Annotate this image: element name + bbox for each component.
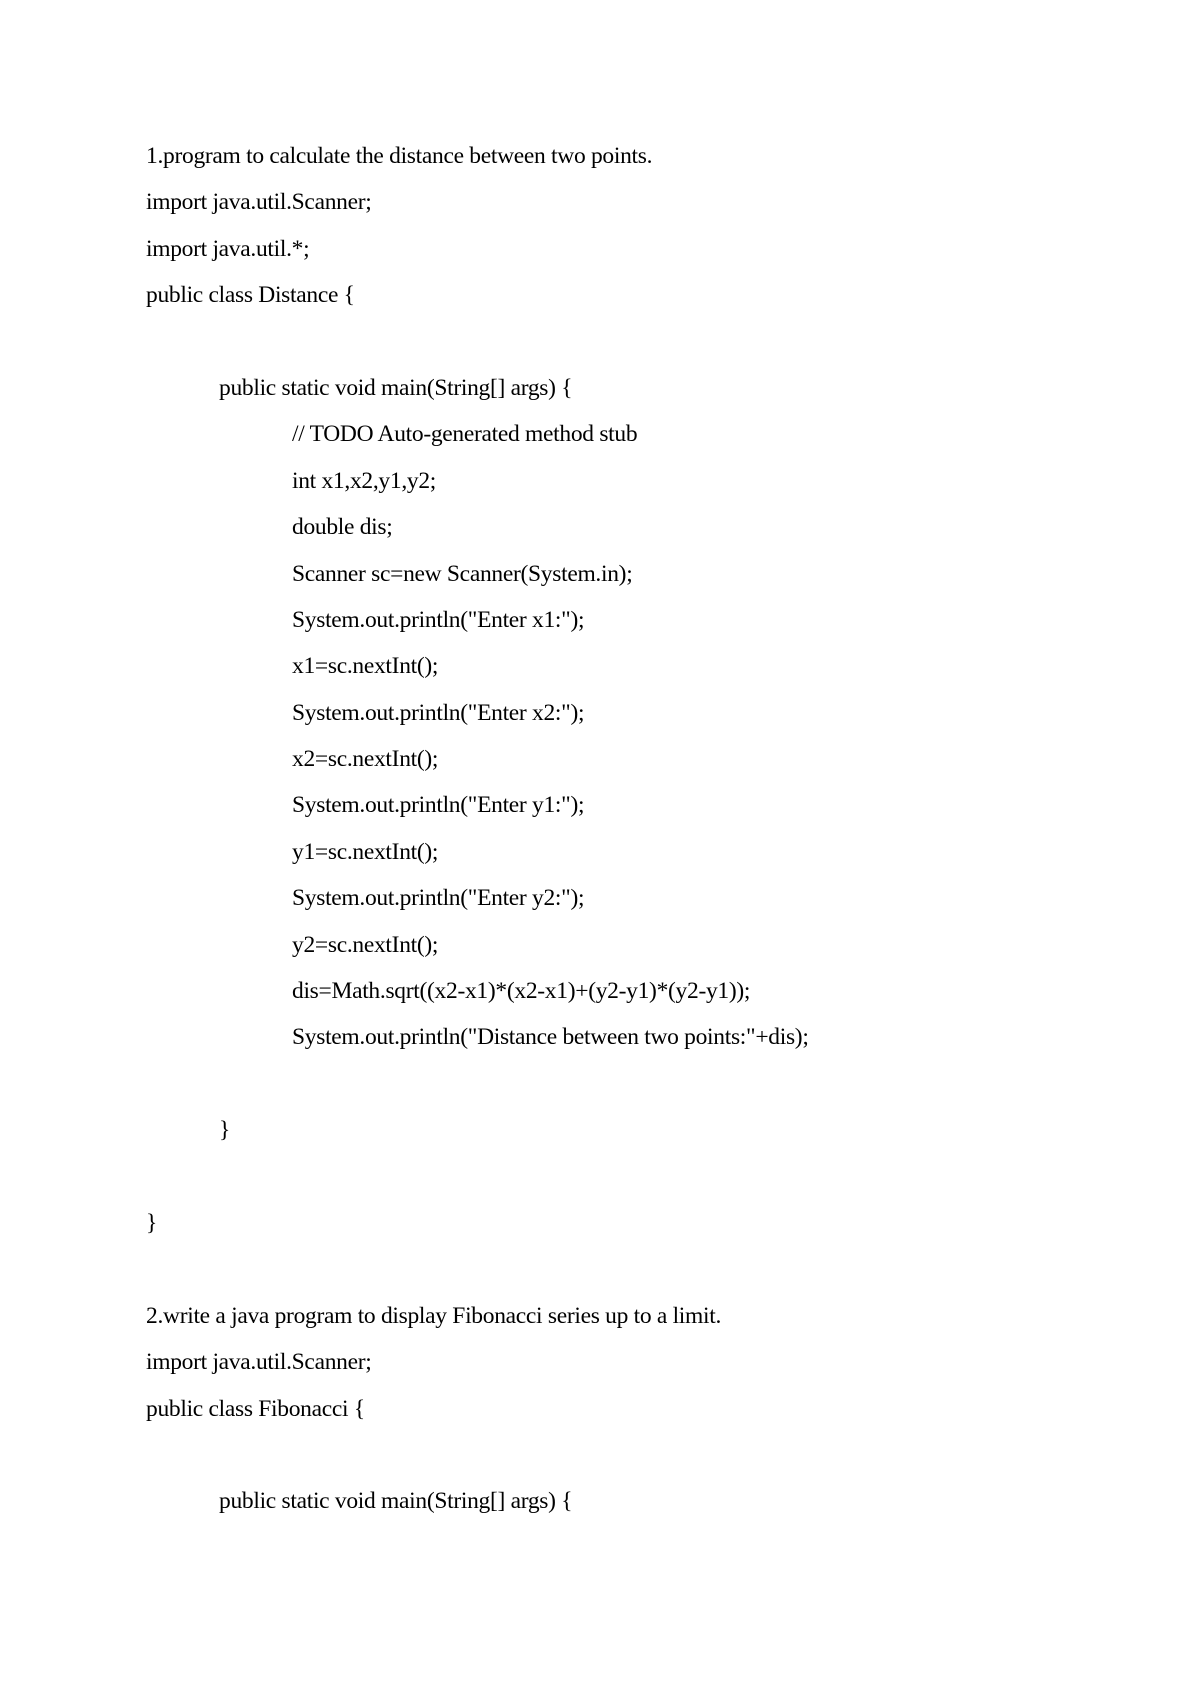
blank-line [146,1442,1146,1488]
code-line: System.out.println("Enter x2:"); [292,699,585,726]
code-line: x1=sc.nextInt(); [292,653,439,680]
section-1-heading: 1.program to calculate the distance between two points. [146,143,653,169]
blank-line [146,1164,1146,1210]
blank-line [146,329,1146,375]
code-line: public static void main(String[] args) { [219,374,573,401]
code-line: } [219,1117,230,1144]
code-line: dis=Math.sqrt((x2-x1)*(x2-x1)+(y2-y1)*(y2-y1)); [292,978,751,1005]
code-line: System.out.println("Distance between two points:"+dis); [292,1024,809,1051]
blank-line [146,1071,1146,1117]
blank-line [146,1256,1146,1302]
code-line: System.out.println("Enter y1:"); [292,792,585,819]
code-line: System.out.println("Enter y2:"); [292,885,585,912]
code-line: import java.util.Scanner; [146,189,372,216]
code-line: x2=sc.nextInt(); [292,746,439,773]
code-line: double dis; [292,514,393,541]
code-line: } [146,1209,157,1236]
code-line: int x1,x2,y1,y2; [292,467,437,494]
code-line: import java.util.Scanner; [146,1349,372,1376]
code-line: Scanner sc=new Scanner(System.in); [292,560,633,587]
code-line: public class Distance { [146,282,355,309]
code-line: public class Fibonacci { [146,1395,365,1422]
code-line: y1=sc.nextInt(); [292,838,439,865]
section-2-heading: 2.write a java program to display Fibonacci series up to a limit. [146,1302,722,1329]
code-line: // TODO Auto-generated method stub [292,421,638,448]
code-line: y2=sc.nextInt(); [292,931,439,958]
document-content [146,143,1146,1535]
code-line: import java.util.*; [146,235,310,262]
code-line: public static void main(String[] args) { [219,1488,573,1515]
code-line: System.out.println("Enter x1:"); [292,606,585,633]
